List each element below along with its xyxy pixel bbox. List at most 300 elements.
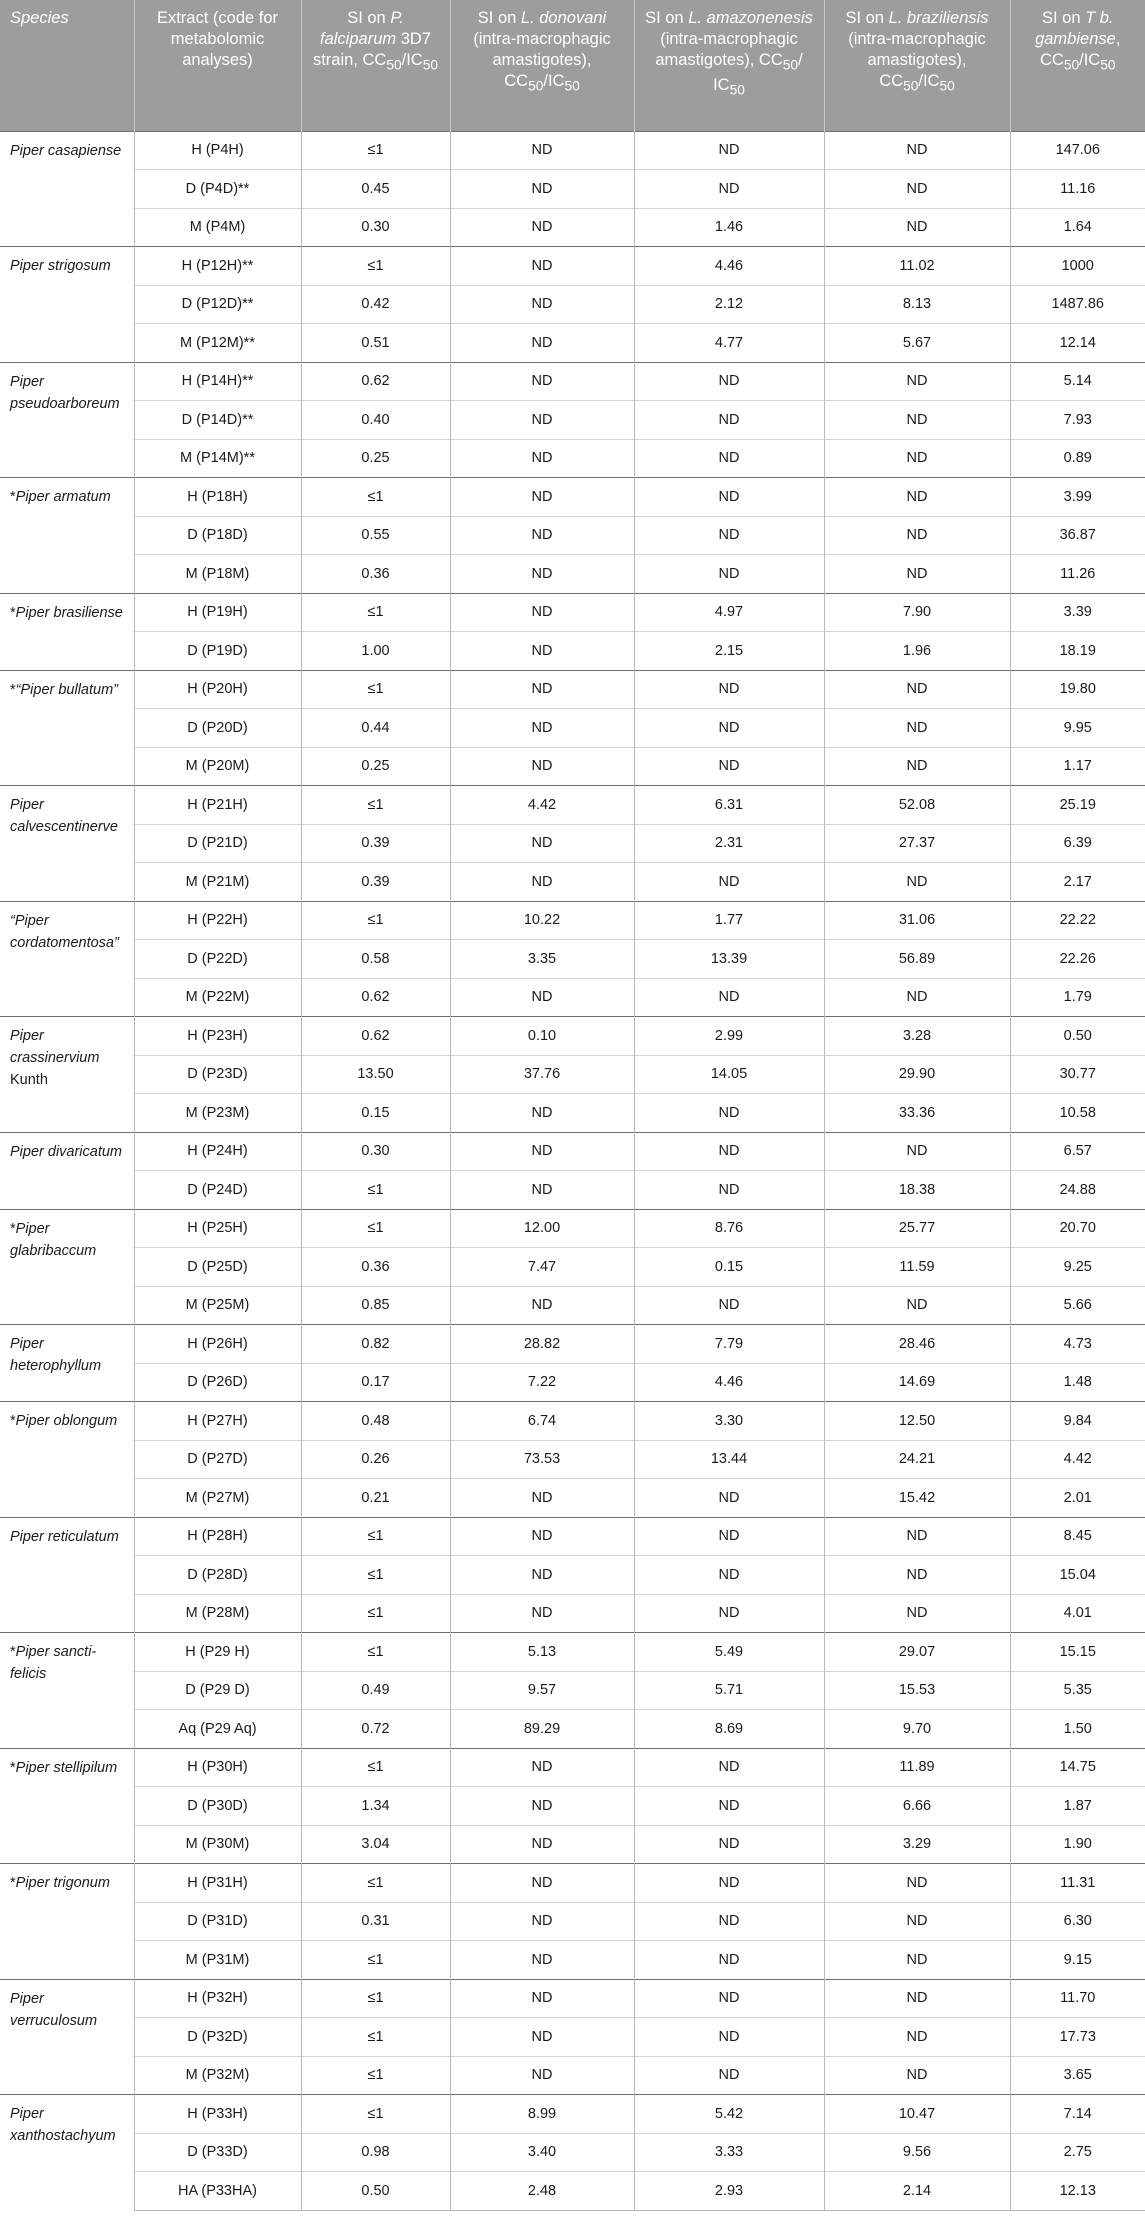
si-t-b-gambiense-cell: 1.87: [1010, 1787, 1145, 1826]
table-row: [0, 1479, 1145, 1518]
si-l-donovani-cell: ND: [450, 2056, 634, 2095]
species-cell: Piper heterophyllum: [0, 1325, 134, 1402]
si-t-b-gambiense-cell: 7.93: [1010, 401, 1145, 440]
si-p-falciparum-cell: 0.48: [301, 1402, 450, 1441]
si-l-amazonenesis-cell: ND: [634, 1556, 824, 1595]
table-row: [0, 324, 1145, 363]
si-l-donovani-cell: ND: [450, 401, 634, 440]
si-l-amazonenesis-cell: 13.39: [634, 940, 824, 979]
si-l-donovani-cell: ND: [450, 247, 634, 286]
table-row: [0, 1017, 1145, 1056]
si-t-b-gambiense-cell: 1.48: [1010, 1363, 1145, 1402]
si-l-braziliensis-cell: ND: [824, 401, 1010, 440]
si-t-b-gambiense-cell: 7.14: [1010, 2095, 1145, 2134]
si-l-braziliensis-cell: 1.96: [824, 632, 1010, 671]
si-l-braziliensis-cell: 11.02: [824, 247, 1010, 286]
si-t-b-gambiense-cell: 11.31: [1010, 1864, 1145, 1903]
species-cell: *Piper stellipilum: [0, 1748, 134, 1864]
si-p-falciparum-cell: 0.62: [301, 978, 450, 1017]
si-p-falciparum-cell: ≤1: [301, 2056, 450, 2095]
table-row: [0, 1171, 1145, 1210]
si-l-donovani-cell: ND: [450, 1171, 634, 1210]
extract-cell: M (P31M): [134, 1941, 301, 1980]
si-p-falciparum-cell: ≤1: [301, 670, 450, 709]
table-row: [0, 208, 1145, 247]
table-row: [0, 1094, 1145, 1133]
si-t-b-gambiense-cell: 1.64: [1010, 208, 1145, 247]
si-t-b-gambiense-cell: 5.35: [1010, 1671, 1145, 1710]
table-row: [0, 131, 1145, 170]
si-p-falciparum-cell: 0.58: [301, 940, 450, 979]
extract-cell: H (P28H): [134, 1517, 301, 1556]
si-p-falciparum-cell: ≤1: [301, 1594, 450, 1633]
extract-cell: M (P22M): [134, 978, 301, 1017]
si-l-donovani-cell: 7.47: [450, 1248, 634, 1287]
si-l-braziliensis-cell: ND: [824, 1941, 1010, 1980]
si-p-falciparum-cell: 13.50: [301, 1055, 450, 1094]
si-p-falciparum-cell: 1.34: [301, 1787, 450, 1826]
si-l-braziliensis-cell: ND: [824, 978, 1010, 1017]
table-row: [0, 1902, 1145, 1941]
table-row: [0, 901, 1145, 940]
extract-cell: H (P31H): [134, 1864, 301, 1903]
header-si-t-b-gambiense: SI on T b. gambiense, $CC_{50}/IC_{50}$: [1010, 0, 1145, 131]
table-row: [0, 1363, 1145, 1402]
si-t-b-gambiense-cell: 147.06: [1010, 131, 1145, 170]
si-t-b-gambiense-cell: 15.15: [1010, 1633, 1145, 1672]
si-t-b-gambiense-cell: 2.01: [1010, 1479, 1145, 1518]
si-p-falciparum-cell: ≤1: [301, 593, 450, 632]
si-p-falciparum-cell: 0.45: [301, 170, 450, 209]
si-l-donovani-cell: ND: [450, 747, 634, 786]
table-row: [0, 439, 1145, 478]
si-l-braziliensis-cell: ND: [824, 1517, 1010, 1556]
si-p-falciparum-cell: ≤1: [301, 786, 450, 825]
si-l-donovani-cell: 73.53: [450, 1440, 634, 1479]
si-l-amazonenesis-cell: ND: [634, 709, 824, 748]
si-l-amazonenesis-cell: ND: [634, 1132, 824, 1171]
extract-cell: H (P24H): [134, 1132, 301, 1171]
si-l-braziliensis-cell: 24.21: [824, 1440, 1010, 1479]
si-l-braziliensis-cell: 7.90: [824, 593, 1010, 632]
si-l-donovani-cell: 4.42: [450, 786, 634, 825]
si-l-amazonenesis-cell: ND: [634, 670, 824, 709]
extract-cell: D (P23D): [134, 1055, 301, 1094]
extract-cell: M (P14M)**: [134, 439, 301, 478]
si-l-amazonenesis-cell: 2.93: [634, 2172, 824, 2211]
si-l-amazonenesis-cell: ND: [634, 362, 824, 401]
species-cell: Piper reticulatum: [0, 1517, 134, 1633]
header-species: Species: [0, 0, 134, 131]
species-cell: *Piper glabribaccum: [0, 1209, 134, 1325]
table-row: [0, 1440, 1145, 1479]
species-cell: *Piper sancti-felicis: [0, 1633, 134, 1749]
si-l-donovani-cell: ND: [450, 1594, 634, 1633]
extract-cell: H (P22H): [134, 901, 301, 940]
si-p-falciparum-cell: 0.51: [301, 324, 450, 363]
si-l-donovani-cell: ND: [450, 324, 634, 363]
si-t-b-gambiense-cell: 1.90: [1010, 1825, 1145, 1864]
si-l-braziliensis-cell: 29.07: [824, 1633, 1010, 1672]
extract-cell: H (P20H): [134, 670, 301, 709]
si-t-b-gambiense-cell: 0.89: [1010, 439, 1145, 478]
si-t-b-gambiense-cell: 9.25: [1010, 1248, 1145, 1287]
si-l-amazonenesis-cell: ND: [634, 1479, 824, 1518]
extract-cell: D (P22D): [134, 940, 301, 979]
si-l-amazonenesis-cell: ND: [634, 1902, 824, 1941]
si-p-falciparum-cell: ≤1: [301, 2018, 450, 2057]
si-l-donovani-cell: ND: [450, 1556, 634, 1595]
extract-cell: H (P14H)**: [134, 362, 301, 401]
table-row: [0, 863, 1145, 902]
si-p-falciparum-cell: 0.98: [301, 2133, 450, 2172]
si-t-b-gambiense-cell: 1000: [1010, 247, 1145, 286]
si-l-braziliensis-cell: 18.38: [824, 1171, 1010, 1210]
table-row: [0, 1710, 1145, 1749]
si-l-amazonenesis-cell: ND: [634, 131, 824, 170]
si-t-b-gambiense-cell: 18.19: [1010, 632, 1145, 671]
si-l-amazonenesis-cell: 13.44: [634, 1440, 824, 1479]
si-p-falciparum-cell: ≤1: [301, 131, 450, 170]
table-row: [0, 940, 1145, 979]
table-row: [0, 170, 1145, 209]
si-p-falciparum-cell: 0.42: [301, 285, 450, 324]
si-l-braziliensis-cell: ND: [824, 1132, 1010, 1171]
si-l-amazonenesis-cell: 14.05: [634, 1055, 824, 1094]
extract-cell: M (P32M): [134, 2056, 301, 2095]
table-row: [0, 709, 1145, 748]
si-t-b-gambiense-cell: 1.79: [1010, 978, 1145, 1017]
si-l-amazonenesis-cell: ND: [634, 747, 824, 786]
si-p-falciparum-cell: ≤1: [301, 1556, 450, 1595]
extract-cell: M (P4M): [134, 208, 301, 247]
species-cell: *“Piper bullatum”: [0, 670, 134, 786]
si-l-braziliensis-cell: ND: [824, 1979, 1010, 2018]
extract-cell: D (P31D): [134, 1902, 301, 1941]
si-l-donovani-cell: ND: [450, 285, 634, 324]
si-p-falciparum-cell: 0.17: [301, 1363, 450, 1402]
si-p-falciparum-cell: ≤1: [301, 1209, 450, 1248]
si-l-braziliensis-cell: ND: [824, 478, 1010, 517]
si-p-falciparum-cell: 0.62: [301, 1017, 450, 1056]
extract-cell: D (P25D): [134, 1248, 301, 1287]
table-row: [0, 2095, 1145, 2134]
si-l-braziliensis-cell: 31.06: [824, 901, 1010, 940]
si-t-b-gambiense-cell: 3.65: [1010, 2056, 1145, 2095]
si-t-b-gambiense-cell: 9.84: [1010, 1402, 1145, 1441]
table-row: [0, 670, 1145, 709]
extract-cell: M (P28M): [134, 1594, 301, 1633]
si-p-falciparum-cell: 0.50: [301, 2172, 450, 2211]
si-l-braziliensis-cell: ND: [824, 439, 1010, 478]
si-l-donovani-cell: 9.57: [450, 1671, 634, 1710]
species-cell: Piper verruculosum: [0, 1979, 134, 2095]
si-t-b-gambiense-cell: 30.77: [1010, 1055, 1145, 1094]
si-l-braziliensis-cell: 6.66: [824, 1787, 1010, 1826]
si-l-braziliensis-cell: 15.42: [824, 1479, 1010, 1518]
table-row: [0, 362, 1145, 401]
extract-cell: H (P18H): [134, 478, 301, 517]
table-row: [0, 1633, 1145, 1672]
si-t-b-gambiense-cell: 6.30: [1010, 1902, 1145, 1941]
si-p-falciparum-cell: ≤1: [301, 1864, 450, 1903]
si-p-falciparum-cell: 0.36: [301, 1248, 450, 1287]
si-l-braziliensis-cell: ND: [824, 747, 1010, 786]
extract-cell: D (P30D): [134, 1787, 301, 1826]
si-l-amazonenesis-cell: ND: [634, 1864, 824, 1903]
extract-cell: H (P4H): [134, 131, 301, 170]
si-l-braziliensis-cell: 29.90: [824, 1055, 1010, 1094]
si-l-donovani-cell: 7.22: [450, 1363, 634, 1402]
si-p-falciparum-cell: 0.31: [301, 1902, 450, 1941]
si-l-braziliensis-cell: 11.59: [824, 1248, 1010, 1287]
si-l-braziliensis-cell: 14.69: [824, 1363, 1010, 1402]
si-l-amazonenesis-cell: ND: [634, 1748, 824, 1787]
si-l-braziliensis-cell: ND: [824, 516, 1010, 555]
extract-cell: HA (P33HA): [134, 2172, 301, 2211]
si-l-amazonenesis-cell: ND: [634, 439, 824, 478]
extract-cell: H (P33H): [134, 2095, 301, 2134]
si-p-falciparum-cell: 0.25: [301, 747, 450, 786]
si-p-falciparum-cell: ≤1: [301, 1633, 450, 1672]
si-l-donovani-cell: 3.35: [450, 940, 634, 979]
si-l-braziliensis-cell: ND: [824, 170, 1010, 209]
si-p-falciparum-cell: 0.55: [301, 516, 450, 555]
table-row: [0, 1864, 1145, 1903]
table-row: [0, 824, 1145, 863]
si-p-falciparum-cell: 0.85: [301, 1286, 450, 1325]
si-l-donovani-cell: ND: [450, 1517, 634, 1556]
si-l-amazonenesis-cell: 3.33: [634, 2133, 824, 2172]
table-row: [0, 1248, 1145, 1287]
si-l-donovani-cell: 28.82: [450, 1325, 634, 1364]
si-l-donovani-cell: ND: [450, 978, 634, 1017]
species-cell: Piper divaricatum: [0, 1132, 134, 1209]
si-l-donovani-cell: ND: [450, 1286, 634, 1325]
header-extract: Extract (code for metabolomic analyses): [134, 0, 301, 131]
si-l-amazonenesis-cell: 2.15: [634, 632, 824, 671]
si-l-amazonenesis-cell: 5.71: [634, 1671, 824, 1710]
si-l-braziliensis-cell: 56.89: [824, 940, 1010, 979]
si-l-donovani-cell: ND: [450, 1132, 634, 1171]
si-l-donovani-cell: 89.29: [450, 1710, 634, 1749]
si-t-b-gambiense-cell: 36.87: [1010, 516, 1145, 555]
extract-cell: D (P27D): [134, 1440, 301, 1479]
si-l-amazonenesis-cell: 8.69: [634, 1710, 824, 1749]
si-l-braziliensis-cell: ND: [824, 2056, 1010, 2095]
si-t-b-gambiense-cell: 8.45: [1010, 1517, 1145, 1556]
si-l-donovani-cell: ND: [450, 593, 634, 632]
si-t-b-gambiense-cell: 0.50: [1010, 1017, 1145, 1056]
si-l-amazonenesis-cell: ND: [634, 170, 824, 209]
si-l-braziliensis-cell: 9.56: [824, 2133, 1010, 2172]
si-l-donovani-cell: ND: [450, 516, 634, 555]
table-row: [0, 285, 1145, 324]
extract-cell: D (P21D): [134, 824, 301, 863]
species-cell: *Piper brasiliense: [0, 593, 134, 670]
table-row: [0, 747, 1145, 786]
si-l-donovani-cell: ND: [450, 1941, 634, 1980]
species-cell: Piper xanthostachyum: [0, 2095, 134, 2211]
si-l-amazonenesis-cell: 3.30: [634, 1402, 824, 1441]
si-l-braziliensis-cell: ND: [824, 1594, 1010, 1633]
si-l-braziliensis-cell: 11.89: [824, 1748, 1010, 1787]
si-l-braziliensis-cell: ND: [824, 1556, 1010, 1595]
si-t-b-gambiense-cell: 20.70: [1010, 1209, 1145, 1248]
extract-cell: H (P21H): [134, 786, 301, 825]
extract-cell: M (P21M): [134, 863, 301, 902]
si-l-braziliensis-cell: 8.13: [824, 285, 1010, 324]
table-row: [0, 516, 1145, 555]
si-l-braziliensis-cell: 27.37: [824, 824, 1010, 863]
extract-cell: D (P24D): [134, 1171, 301, 1210]
si-l-amazonenesis-cell: ND: [634, 1286, 824, 1325]
si-l-amazonenesis-cell: 5.49: [634, 1633, 824, 1672]
si-t-b-gambiense-cell: 9.15: [1010, 1941, 1145, 1980]
si-l-braziliensis-cell: ND: [824, 208, 1010, 247]
table-row: [0, 1286, 1145, 1325]
si-l-amazonenesis-cell: ND: [634, 1094, 824, 1133]
si-l-amazonenesis-cell: ND: [634, 1594, 824, 1633]
species-cell: *Piper trigonum: [0, 1864, 134, 1980]
si-t-b-gambiense-cell: 9.95: [1010, 709, 1145, 748]
extract-cell: M (P12M)**: [134, 324, 301, 363]
si-l-braziliensis-cell: ND: [824, 131, 1010, 170]
si-l-donovani-cell: ND: [450, 1825, 634, 1864]
si-l-braziliensis-cell: 5.67: [824, 324, 1010, 363]
si-l-braziliensis-cell: ND: [824, 670, 1010, 709]
si-l-braziliensis-cell: 52.08: [824, 786, 1010, 825]
si-l-braziliensis-cell: 33.36: [824, 1094, 1010, 1133]
si-t-b-gambiense-cell: 14.75: [1010, 1748, 1145, 1787]
extract-cell: H (P12H)**: [134, 247, 301, 286]
si-t-b-gambiense-cell: 11.70: [1010, 1979, 1145, 2018]
table-row: [0, 2018, 1145, 2057]
si-l-amazonenesis-cell: 4.46: [634, 247, 824, 286]
table-row: [0, 1402, 1145, 1441]
si-l-donovani-cell: ND: [450, 439, 634, 478]
si-l-amazonenesis-cell: 4.46: [634, 1363, 824, 1402]
si-l-donovani-cell: ND: [450, 1094, 634, 1133]
si-t-b-gambiense-cell: 1.17: [1010, 747, 1145, 786]
si-t-b-gambiense-cell: 22.22: [1010, 901, 1145, 940]
table-row: [0, 1748, 1145, 1787]
extract-cell: D (P20D): [134, 709, 301, 748]
extract-cell: D (P12D)**: [134, 285, 301, 324]
table-row: [0, 1132, 1145, 1171]
si-l-amazonenesis-cell: ND: [634, 2056, 824, 2095]
si-l-donovani-cell: ND: [450, 131, 634, 170]
si-t-b-gambiense-cell: 11.26: [1010, 555, 1145, 594]
si-t-b-gambiense-cell: 3.39: [1010, 593, 1145, 632]
si-l-amazonenesis-cell: ND: [634, 1171, 824, 1210]
si-p-falciparum-cell: ≤1: [301, 901, 450, 940]
si-l-amazonenesis-cell: ND: [634, 863, 824, 902]
si-l-amazonenesis-cell: ND: [634, 401, 824, 440]
si-l-braziliensis-cell: ND: [824, 1864, 1010, 1903]
si-l-amazonenesis-cell: ND: [634, 1787, 824, 1826]
si-l-donovani-cell: 8.99: [450, 2095, 634, 2134]
si-l-braziliensis-cell: 28.46: [824, 1325, 1010, 1364]
extract-cell: D (P32D): [134, 2018, 301, 2057]
species-cell: *Piper oblongum: [0, 1402, 134, 1518]
si-t-b-gambiense-cell: 11.16: [1010, 170, 1145, 209]
extract-cell: M (P20M): [134, 747, 301, 786]
si-t-b-gambiense-cell: 2.75: [1010, 2133, 1145, 2172]
table-row: [0, 1517, 1145, 1556]
si-l-donovani-cell: ND: [450, 709, 634, 748]
species-cell: Piper casapiense: [0, 131, 134, 247]
si-l-donovani-cell: ND: [450, 1787, 634, 1826]
si-t-b-gambiense-cell: 3.99: [1010, 478, 1145, 517]
table-row: [0, 247, 1145, 286]
header-row: [0, 0, 1145, 131]
si-l-donovani-cell: ND: [450, 824, 634, 863]
si-l-braziliensis-cell: ND: [824, 2018, 1010, 2057]
si-p-falciparum-cell: 0.25: [301, 439, 450, 478]
si-t-b-gambiense-cell: 6.57: [1010, 1132, 1145, 1171]
si-p-falciparum-cell: ≤1: [301, 1748, 450, 1787]
extract-cell: Aq (P29 Aq): [134, 1710, 301, 1749]
extract-cell: D (P4D)**: [134, 170, 301, 209]
si-l-donovani-cell: ND: [450, 170, 634, 209]
header-si-p-falciparum: SI on P. falciparum 3D7 strain, $CC_{50}/IC_{50}$: [301, 0, 450, 131]
species-cell: Piper pseudoarboreum: [0, 362, 134, 478]
si-t-b-gambiense-cell: 22.26: [1010, 940, 1145, 979]
si-l-amazonenesis-cell: 4.77: [634, 324, 824, 363]
si-p-falciparum-cell: 1.00: [301, 632, 450, 671]
si-p-falciparum-cell: ≤1: [301, 1941, 450, 1980]
extract-cell: D (P19D): [134, 632, 301, 671]
si-l-amazonenesis-cell: ND: [634, 1941, 824, 1980]
table-row: [0, 2172, 1145, 2211]
si-l-amazonenesis-cell: ND: [634, 1517, 824, 1556]
si-p-falciparum-cell: ≤1: [301, 247, 450, 286]
extract-cell: D (P14D)**: [134, 401, 301, 440]
si-p-falciparum-cell: 0.82: [301, 1325, 450, 1364]
table-row: [0, 2133, 1145, 2172]
si-l-donovani-cell: ND: [450, 362, 634, 401]
si-l-braziliensis-cell: 15.53: [824, 1671, 1010, 1710]
si-l-braziliensis-cell: ND: [824, 555, 1010, 594]
table-row: [0, 1787, 1145, 1826]
extract-cell: M (P18M): [134, 555, 301, 594]
si-p-falciparum-cell: ≤1: [301, 2095, 450, 2134]
si-l-donovani-cell: ND: [450, 2018, 634, 2057]
si-l-donovani-cell: ND: [450, 555, 634, 594]
table-row: [0, 1825, 1145, 1864]
table-row: [0, 1055, 1145, 1094]
si-l-amazonenesis-cell: 6.31: [634, 786, 824, 825]
si-t-b-gambiense-cell: 10.58: [1010, 1094, 1145, 1133]
extract-cell: H (P30H): [134, 1748, 301, 1787]
si-l-amazonenesis-cell: 1.46: [634, 208, 824, 247]
si-t-b-gambiense-cell: 2.17: [1010, 863, 1145, 902]
extract-cell: D (P29 D): [134, 1671, 301, 1710]
si-l-donovani-cell: ND: [450, 478, 634, 517]
si-p-falciparum-cell: ≤1: [301, 1171, 450, 1210]
table-row: [0, 1209, 1145, 1248]
si-l-donovani-cell: ND: [450, 670, 634, 709]
header-si-l-braziliensis: SI on L. braziliensis (intra-macrophagic amastigotes), $CC_{50}/IC_{50}$: [824, 0, 1010, 131]
extract-cell: M (P23M): [134, 1094, 301, 1133]
extract-cell: M (P30M): [134, 1825, 301, 1864]
si-p-falciparum-cell: 0.49: [301, 1671, 450, 1710]
si-l-braziliensis-cell: 9.70: [824, 1710, 1010, 1749]
header-si-l-amazonenesis: SI on L. amazonenesis (intra-macrophagic amastigotes), $CC_{50}/$ $IC_{50}$: [634, 0, 824, 131]
table-row: [0, 593, 1145, 632]
si-l-braziliensis-cell: ND: [824, 1286, 1010, 1325]
